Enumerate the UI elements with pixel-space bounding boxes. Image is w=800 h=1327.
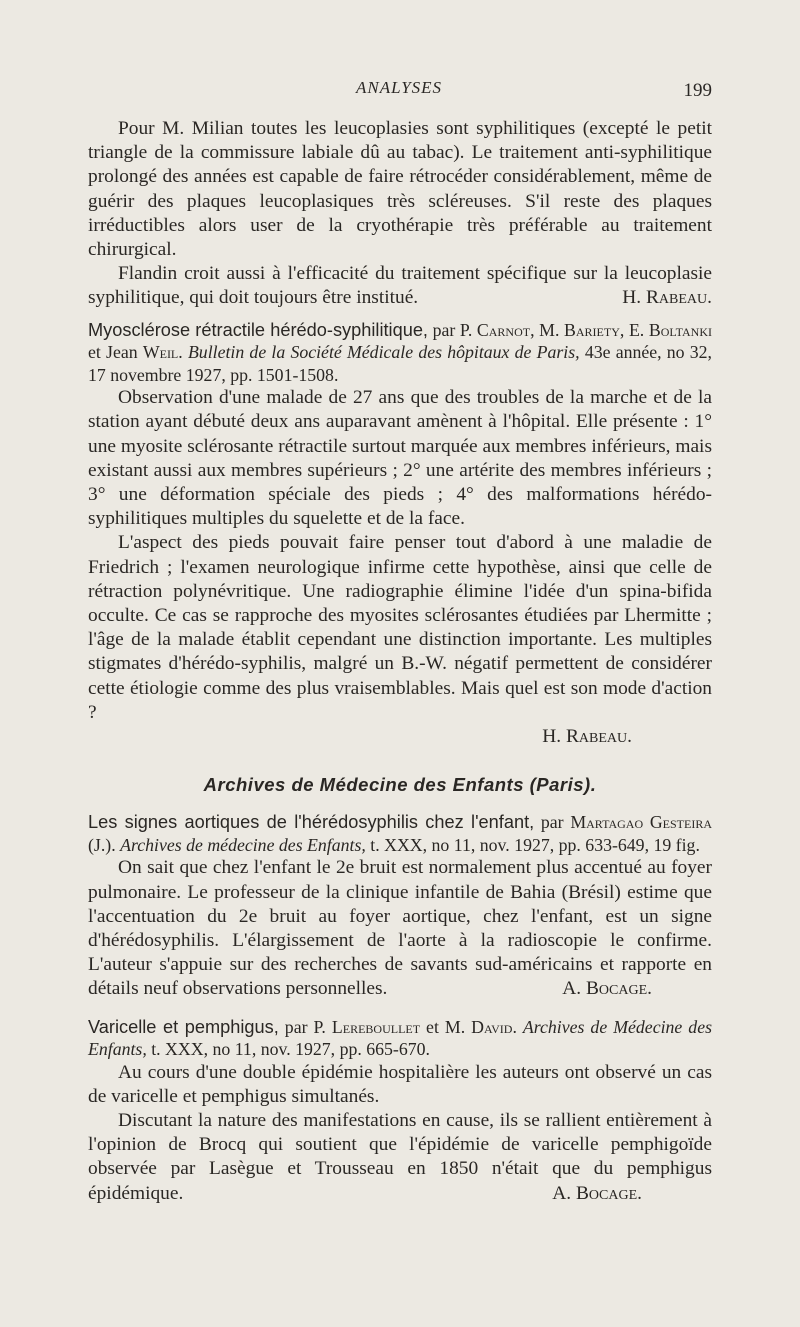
running-head: ANALYSES xyxy=(356,78,443,97)
a4-signature: A. Bocage. xyxy=(552,1182,642,1204)
a2-author-2: Bariety xyxy=(564,319,620,340)
a2-entry-header xyxy=(88,319,712,387)
a4-title: Varicelle et pemphigus, xyxy=(88,1016,279,1037)
a4-authors-mid-1: et M. xyxy=(420,1016,472,1037)
a2-authors-mid-2: , E. xyxy=(619,319,649,340)
a3-title: Les signes aortiques de l'hérédosyphilis chez l'enfant, xyxy=(88,812,535,833)
page-header xyxy=(88,78,712,104)
a3-authors-post: (J.). xyxy=(88,834,121,855)
a2-authors-mid-1: , M. xyxy=(530,319,565,340)
a1-paragraph-1: Pour M. Milian toutes les leucoplasies sont syphilitiques (excepté le petit triangle de la commissure labiale dû au tabac). Le traitement anti-syphilitique prolongé des années est capable de faire rétrocéder considérablement, même de guérir des plaques leucoplasiques très scléreuses. S'il reste des plaques irréductibles alors user de la cryothérapie très préférable au traitement chirurgical. xyxy=(88,118,712,261)
a3-paragraph-1-text: On sait que chez l'enfant le 2e bruit est normalement plus accentué au foyer pulmonaire. Le professeur de la clinique infantile de Bahia (Brésil) estime que l'accentuation du 2e bruit au foyer aortique, chez l'enfant, est un signe d'hérédosyphilis. L'élargissement de l'aorte à la radioscopie le confirme. L'auteur s'appuie sur des recherches de savants sud-américains et rapporte en détails neuf observations personnelles. xyxy=(88,857,712,1000)
a3-authors-pre: par xyxy=(534,812,571,833)
a2-details: 43e année, no 32, 17 novembre 1927, pp. 1501-1508. xyxy=(88,342,713,385)
a2-author-3: Boltanki xyxy=(648,319,712,340)
a3-signature: A. Bocage. xyxy=(562,978,652,1000)
a1-paragraph-2-text: Flandin croit aussi à l'efficacité du traitement spécifique sur la leucoplasie syphilitique, qui doit toujours être institué. xyxy=(88,263,712,309)
a4-details: t. XXX, no 11, nov. 1927, pp. 665-670. xyxy=(146,1039,430,1060)
a3-paragraph-1 xyxy=(88,856,712,1001)
a2-signature-text: H. Rabeau. xyxy=(542,725,632,747)
a4-journal: Archives de Médecine des Enfants, xyxy=(88,1016,713,1060)
a1-paragraph-2 xyxy=(88,262,712,310)
a4-authors-pre: par P. xyxy=(278,1016,332,1037)
a1-signature: H. Rabeau. xyxy=(622,287,712,309)
page-body xyxy=(88,117,712,1206)
a2-author-1: Carnot xyxy=(476,319,531,340)
a2-authors-mid-3: et Jean xyxy=(88,342,143,363)
a3-entry-header xyxy=(88,811,712,856)
a2-title: Myosclérose rétractile hérédo-syphilitique, xyxy=(88,319,428,340)
journal-heading: Archives de Médecine des Enfants (Paris). xyxy=(203,774,597,796)
a4-paragraph-2 xyxy=(88,1109,712,1206)
a2-paragraph-1: Observation d'une malade de 27 ans que des troubles de la marche et de la station ayant débuté deux ans auparavant amènent à l'hôpital. Elle présente : 1° une myosite sclérosante rétractile surtout marquée aux membres inférieurs, mais existant aussi aux membres supérieurs ; 2° une artérite des membres inférieurs ; 3° une déformation spéciale des pieds ; 4° des malformations hérédo-syphilitiques multiples du squelette et de la face. xyxy=(88,387,712,530)
a2-author-4: Weil xyxy=(142,342,179,363)
a4-author-1: Lereboullet xyxy=(331,1016,421,1037)
a2-journal: Bulletin de la Société Médicale des hôpitaux de Paris, xyxy=(187,342,580,363)
a4-paragraph-2-text: Discutant la nature des manifestations en cause, ils se rallient entièrement à l'opinion de Brocq qui soutient que l'épidémie de varicelle pemphigoïde observée par Lasègue et Trousseau en 1850 n'était que du pemphigus épidémique. xyxy=(88,1110,712,1204)
a4-authors-post: . xyxy=(512,1016,523,1037)
a2-paragraph-2: L'aspect des pieds pouvait faire penser tout d'abord à une maladie de Friedrich ; l'examen neurologique infirme cette hypothèse, ainsi que celle de rétraction polynévritique. Une radiographie élimine l'idée d'un spina-bifida occulte. Ce cas se rapproche des myosites sclérosantes étudiées par Lhermitte ; l'âge de la malade établit cependant une distinction importante. Les multiples stigmates d'hérédo-syphilis, malgré un B.-W. négatif permettent de considérer cette étiologie comme des plus vraisemblables. Mais quel est son mode d'action ? xyxy=(88,532,712,723)
a3-details: t. XXX, no 11, nov. 1927, pp. 633-649, 19 fig. xyxy=(365,834,700,855)
a2-authors-post: . xyxy=(178,342,188,363)
a2-authors-pre: par P. xyxy=(427,319,477,340)
a3-journal: Archives de médecine des Enfants, xyxy=(120,834,366,855)
page-number: 199 xyxy=(683,80,712,101)
a4-author-2: David xyxy=(471,1016,513,1037)
a3-author-1: Martagao Gesteira xyxy=(570,812,712,833)
a4-paragraph-1: Au cours d'une double épidémie hospitalière les auteurs ont observé un cas de varicelle et pemphigus simultanés. xyxy=(88,1061,712,1107)
a4-entry-header xyxy=(88,1016,712,1061)
a2-signature xyxy=(88,725,712,749)
